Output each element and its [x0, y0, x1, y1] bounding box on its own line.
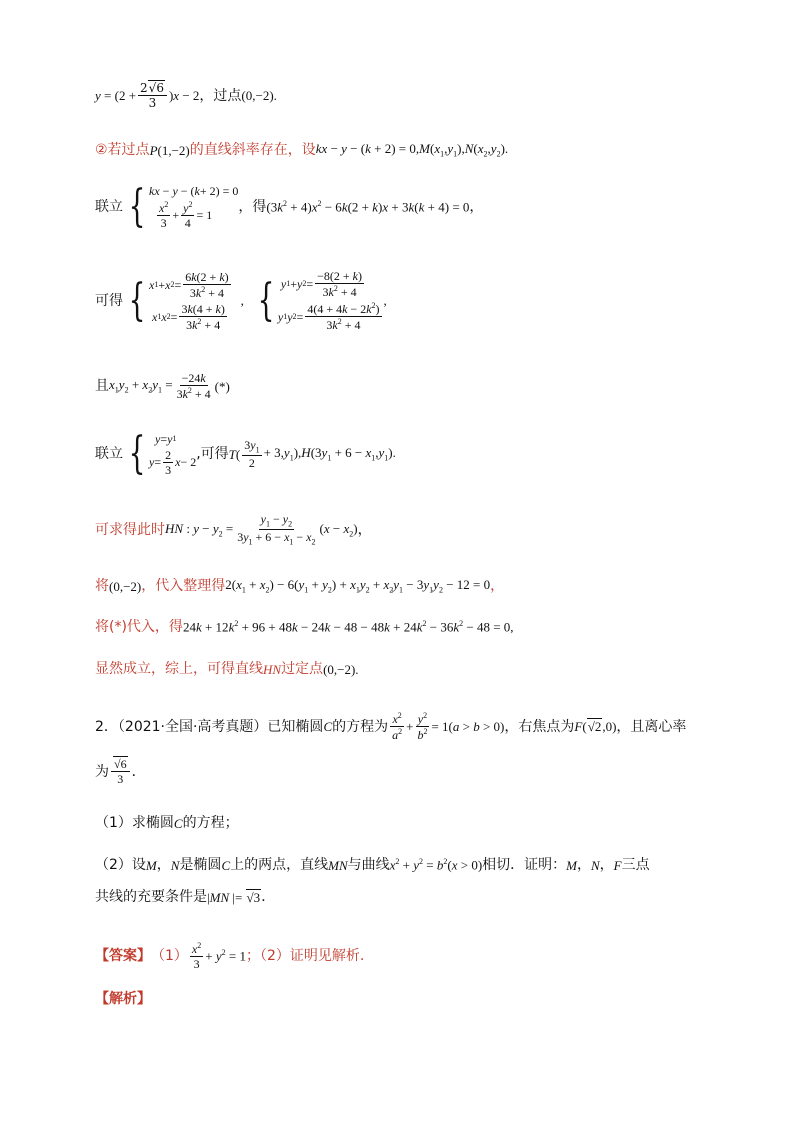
substitute-point-line: 将 (0,−2) ，代入整理得 $2(x_1 + x_2) - 6(y_1 + y_2) + x_1y_2 + x_2y_1 - 3y_1y_2 - 12 = 0$ ， — [95, 577, 505, 595]
question-1: （1）求椭圆 C 的方程； — [95, 815, 239, 831]
eccentricity-line: 为 $\frac{√6}{3}$ ． — [95, 757, 146, 786]
case-two-line: ②若过点 P(1,−2) 的直线斜率存在，设 kx − $y - (k + 2) = 0,M(x_1,y_1),N(x_2,y_2)$. — [95, 141, 509, 159]
vieta-line: 可得 { x 1 + x 2 = $\frac{6k(2 + k)}{3k^2 + 4}$ x 1 x 2 = $\frac{3k(4 + k)}{3k^2 + 4}$ , { y 1 + y 2 = $\frac{-8(2 + k)}{3k^2 + 4}$ y 1 y 2 = $\frac{4(4 + 4k - 2k^2)}{3k^2 + 4}$ , — [95, 269, 387, 332]
star-equation-line: 且 $x_1y_2 + x_2y_1$ = $\frac{-24k}{3k^2 + 4}$ (*) — [95, 371, 230, 401]
conclusion-line: 显然成立，综上，可得直线 HN 过定点 (0,−2). — [95, 661, 359, 677]
substitute-star-line: 将(*)代入，得 $24k + 12k^2 + 96 + 48k - 24k - 48 - 48k + 24k^2 - 36k^2 - 48 = 0$, — [95, 619, 514, 635]
question-2-line-2: 共线的充要条件是 |MN |= √3 ． — [95, 889, 276, 905]
answer-line: 【答案】 （1） $\frac{x^2}{3}$ + $y^2 = 1$ ；（2）证明见解析. — [95, 941, 365, 971]
problem-statement: 2．（2021·全国·高考真题）已知椭圆 C 的方程为 $\frac{x^2}{a^2}$ + $\frac{y^2}{b^2}$ = 1(a > b > 0) ，右焦点为 F(√2,0) ，且离心率 — [95, 711, 687, 742]
system-line-2: 联立 { y = y 1 y = $\frac{2}{3}$ x − 2 ,可得 T( $\frac{3y_1}{2}$ + $3,y_1),H(3y_1 + 6 - x_1,y_1)$. — [95, 428, 396, 479]
analysis-label: 【解析】 — [95, 991, 151, 1007]
equation-line-1: y = (2 + $\frac{2√6}{3}$ )x − 2 ，过点 (0,−2). — [95, 81, 277, 110]
hn-line-equation: 可求得此时 HN : $y - y_2$ = $\frac{y_1 - y_2}{3y_1 + 6 - x_1 - x_2}$ $(x - x_2)$ ， — [95, 512, 372, 547]
question-2-line-1: （2）设 M ， N 是椭圆 C 上的两点，直线 MN 与曲线 $x^2 + y^2 = b^2(x > 0)$ 相切．证明： M ， N ， F 三点 — [95, 857, 650, 873]
system-line-1: 联立 { kx − y − ( k + 2) = 0 $\frac{x^2}{3}$ + $\frac{y^2}{4}$ = 1 ，得 $(3k^2 + 4)x^2 - 6k(2 + k)x + 3k(k + 4) = 0$ ， — [95, 181, 484, 232]
